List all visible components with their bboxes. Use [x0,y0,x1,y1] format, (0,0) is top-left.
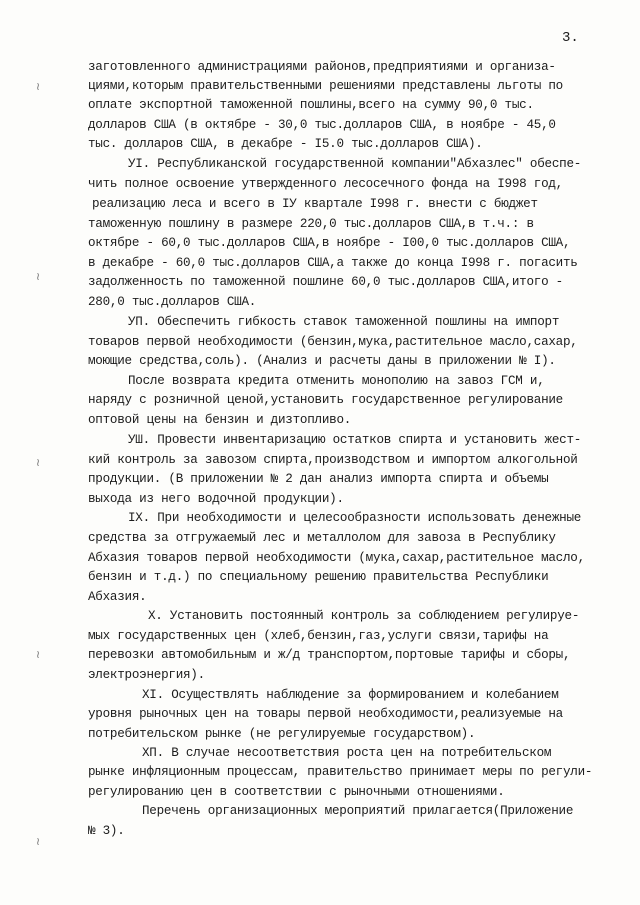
text-line: бензин и т.д.) по специальному решению правительства Республики [88,570,549,584]
page-number: 3. [562,30,579,46]
text-line: в декабре - 60,0 тыс.долларов США,а также до конца I998 г. погасить [88,256,578,270]
text-line: оптовой цены на бензин и дизтопливо. [88,413,352,427]
text-line: XП. В случае несоответствия роста цен на потребительском [142,746,552,760]
margin-mark-1: ≀ [36,80,41,93]
text-line: Абхазия товаров первой необходимости (мука,сахар,растительное масло, [88,551,585,565]
margin-mark-3: ≀ [36,456,41,469]
text-line: мых государственных цен (хлеб,бензин,газ,услуги связи,тарифы на [88,629,549,643]
text-line: 280,0 тыс.долларов США. [88,295,257,309]
text-line: средства за отгружаемый лес и металлолом для завоза в Республику [88,531,556,545]
text-line: регулированию цен в соответствии с рыночными отношениями. [88,785,505,799]
text-line: задолженность по таможенной пошлине 60,0 тыс.долларов США,итого - [88,275,563,289]
text-line: X. Установить постоянный контроль за соблюдением регулируе- [148,609,580,623]
text-line: тыс. долларов США, в декабре - I5.0 тыс.долларов США). [88,137,483,151]
text-line: октябре - 60,0 тыс.долларов США,в ноябре - I00,0 тыс.долларов США, [88,236,571,250]
text-line: IX. При необходимости и целесообразности использовать денежные [128,511,582,525]
text-line: заготовленного администрациями районов,предприятиями и организа- [88,60,556,74]
text-line: оплате экспортной таможенной пошлины,всего на сумму 90,0 тыс. [88,98,534,112]
text-line: товаров первой необходимости (бензин,мука,растительное масло,сахар, [88,335,578,349]
text-line: УШ. Провести инвентаризацию остатков спирта и установить жест- [128,433,582,447]
text-line: электроэнергия). [88,668,205,682]
text-line: продукции. (В приложении № 2 дан анализ импорта спирта и объемы [88,472,549,486]
text-line: кий контроль за завозом спирта,производством и импортом алкогольной [88,453,578,467]
text-line: реализацию леса и всего в IУ квартале I998 г. внести с бюджет [92,197,538,211]
text-line: потребительском рынке (не регулируемые государством). [88,727,476,741]
text-line: долларов США (в октябре - 30,0 тыс.долларов США, в ноябре - 45,0 [88,118,556,132]
text-line: УI. Республиканской государственной компании"Абхазлес" обеспе- [128,157,582,171]
text-line: уровня рыночных цен на товары первой необходимости,реализуемые на [88,707,563,721]
text-line: После возврата кредита отменить монополию на завоз ГСМ и, [128,374,545,388]
text-line: наряду с розничной ценой,установить государственное регулирование [88,393,563,407]
text-line: XI. Осуществлять наблюдение за формированием и колебанием [142,688,559,702]
text-line: перевозки автомобильным и ж/д транспортом,портовые тарифы и сборы, [88,648,571,662]
margin-mark-2: ≀ [36,270,41,283]
margin-mark-4: ≀ [36,648,41,661]
margin-mark-5: ≀ [36,835,41,848]
text-line: выхода из него водочной продукции). [88,492,344,506]
text-line: № 3). [88,824,125,838]
text-line: Абхазия. [88,590,147,604]
text-line: УП. Обеспечить гибкость ставок таможенной пошлины на импорт [128,315,560,329]
text-line: циями,которым правительственными решениями представлены льготы по [88,79,563,93]
text-line: таможенную пошлину в размере 220,0 тыс.долларов США,в т.ч.: в [88,217,534,231]
text-line: рынке инфляционным процессам, правительство принимает меры по регули- [88,765,593,779]
text-line: чить полное освоение утвержденного лесосечного фонда на I998 год, [88,177,563,191]
text-line: Перечень организационных мероприятий прилагается(Приложение [142,804,574,818]
text-line: моющие средства,соль). (Анализ и расчеты даны в приложении № I). [88,354,556,368]
